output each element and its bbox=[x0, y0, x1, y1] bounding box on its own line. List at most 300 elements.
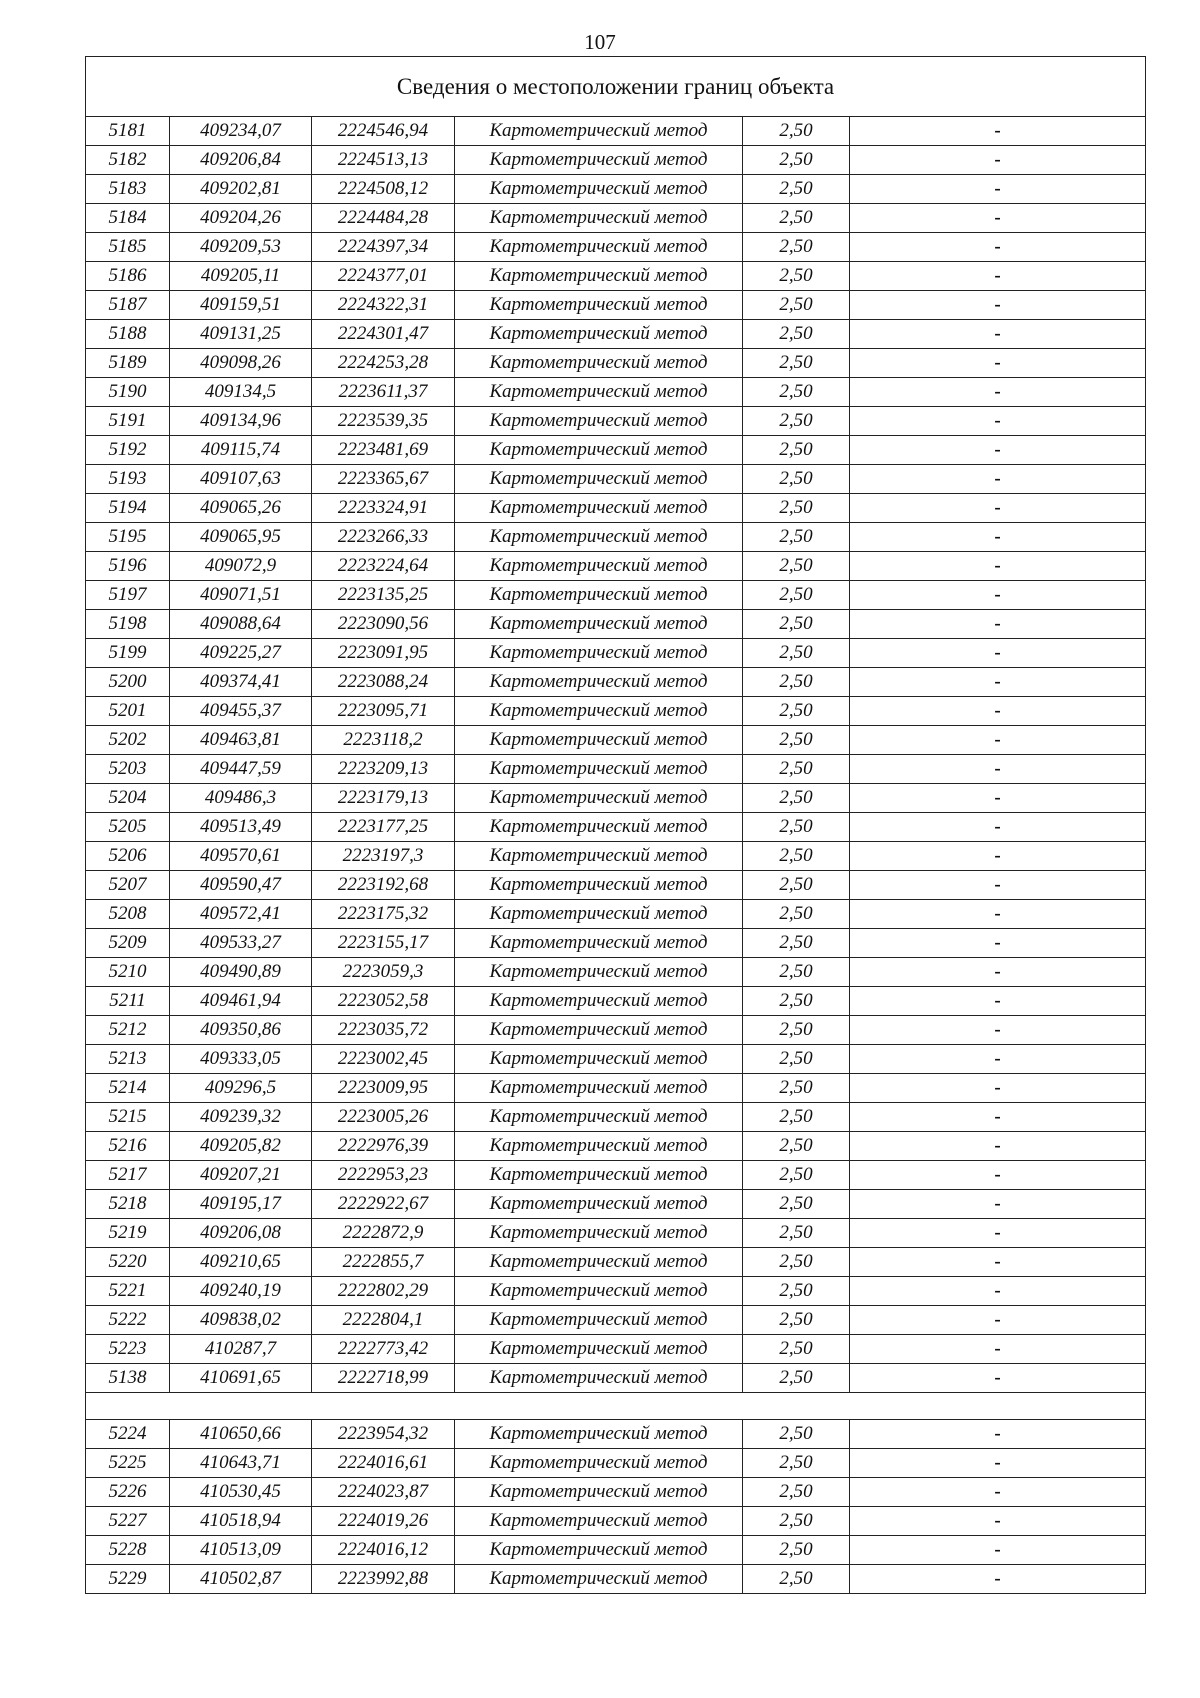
description-cell: - bbox=[850, 378, 1146, 407]
table-row bbox=[86, 1449, 1146, 1478]
table-row bbox=[86, 523, 1146, 552]
table-row bbox=[86, 1132, 1146, 1161]
point-number-cell: 5214 bbox=[86, 1074, 170, 1103]
y-coordinate-cell: 2222802,29 bbox=[312, 1277, 455, 1306]
table-separator-row bbox=[86, 1393, 1146, 1420]
table-row bbox=[86, 842, 1146, 871]
y-coordinate-cell: 2223192,68 bbox=[312, 871, 455, 900]
point-number-cell: 5217 bbox=[86, 1161, 170, 1190]
description-cell: - bbox=[850, 349, 1146, 378]
method-cell: Картометрический метод bbox=[455, 1335, 743, 1364]
table-row bbox=[86, 1190, 1146, 1219]
y-coordinate-cell: 2224546,94 bbox=[312, 117, 455, 146]
description-cell: - bbox=[850, 813, 1146, 842]
description-cell: - bbox=[850, 1507, 1146, 1536]
boundary-coordinates-table bbox=[85, 56, 1146, 1594]
point-number-cell: 5185 bbox=[86, 233, 170, 262]
table-row bbox=[86, 320, 1146, 349]
table-row bbox=[86, 349, 1146, 378]
x-coordinate-cell: 409202,81 bbox=[170, 175, 312, 204]
accuracy-cell: 2,50 bbox=[743, 552, 850, 581]
description-cell: - bbox=[850, 1161, 1146, 1190]
table-row bbox=[86, 668, 1146, 697]
y-coordinate-cell: 2223481,69 bbox=[312, 436, 455, 465]
accuracy-cell: 2,50 bbox=[743, 291, 850, 320]
method-cell: Картометрический метод bbox=[455, 987, 743, 1016]
description-cell: - bbox=[850, 1364, 1146, 1393]
accuracy-cell: 2,50 bbox=[743, 900, 850, 929]
accuracy-cell: 2,50 bbox=[743, 378, 850, 407]
description-cell: - bbox=[850, 436, 1146, 465]
description-cell: - bbox=[850, 1016, 1146, 1045]
point-number-cell: 5210 bbox=[86, 958, 170, 987]
point-number-cell: 5186 bbox=[86, 262, 170, 291]
y-coordinate-cell: 2222804,1 bbox=[312, 1306, 455, 1335]
y-coordinate-cell: 2223539,35 bbox=[312, 407, 455, 436]
description-cell: - bbox=[850, 407, 1146, 436]
x-coordinate-cell: 409234,07 bbox=[170, 117, 312, 146]
point-number-cell: 5192 bbox=[86, 436, 170, 465]
accuracy-cell: 2,50 bbox=[743, 407, 850, 436]
y-coordinate-cell: 2223992,88 bbox=[312, 1565, 455, 1594]
accuracy-cell: 2,50 bbox=[743, 1507, 850, 1536]
x-coordinate-cell: 409207,21 bbox=[170, 1161, 312, 1190]
accuracy-cell: 2,50 bbox=[743, 1103, 850, 1132]
y-coordinate-cell: 2223009,95 bbox=[312, 1074, 455, 1103]
y-coordinate-cell: 2222855,7 bbox=[312, 1248, 455, 1277]
table-row bbox=[86, 1364, 1146, 1393]
x-coordinate-cell: 409240,19 bbox=[170, 1277, 312, 1306]
x-coordinate-cell: 409195,17 bbox=[170, 1190, 312, 1219]
point-number-cell: 5212 bbox=[86, 1016, 170, 1045]
table-row bbox=[86, 639, 1146, 668]
y-coordinate-cell: 2224484,28 bbox=[312, 204, 455, 233]
table-row bbox=[86, 1045, 1146, 1074]
point-number-cell: 5182 bbox=[86, 146, 170, 175]
method-cell: Картометрический метод bbox=[455, 1507, 743, 1536]
method-cell: Картометрический метод bbox=[455, 1074, 743, 1103]
method-cell: Картометрический метод bbox=[455, 1565, 743, 1594]
y-coordinate-cell: 2223224,64 bbox=[312, 552, 455, 581]
x-coordinate-cell: 409838,02 bbox=[170, 1306, 312, 1335]
x-coordinate-cell: 410502,87 bbox=[170, 1565, 312, 1594]
accuracy-cell: 2,50 bbox=[743, 871, 850, 900]
x-coordinate-cell: 409490,89 bbox=[170, 958, 312, 987]
method-cell: Картометрический метод bbox=[455, 1364, 743, 1393]
table-row bbox=[86, 407, 1146, 436]
accuracy-cell: 2,50 bbox=[743, 349, 850, 378]
accuracy-cell: 2,50 bbox=[743, 668, 850, 697]
table-row bbox=[86, 1016, 1146, 1045]
accuracy-cell: 2,50 bbox=[743, 581, 850, 610]
y-coordinate-cell: 2223197,3 bbox=[312, 842, 455, 871]
description-cell: - bbox=[850, 726, 1146, 755]
x-coordinate-cell: 409374,41 bbox=[170, 668, 312, 697]
point-number-cell: 5202 bbox=[86, 726, 170, 755]
method-cell: Картометрический метод bbox=[455, 581, 743, 610]
description-cell: - bbox=[850, 233, 1146, 262]
method-cell: Картометрический метод bbox=[455, 1190, 743, 1219]
table-row bbox=[86, 117, 1146, 146]
description-cell: - bbox=[850, 262, 1146, 291]
accuracy-cell: 2,50 bbox=[743, 697, 850, 726]
x-coordinate-cell: 409107,63 bbox=[170, 465, 312, 494]
method-cell: Картометрический метод bbox=[455, 175, 743, 204]
table-row bbox=[86, 726, 1146, 755]
accuracy-cell: 2,50 bbox=[743, 1132, 850, 1161]
method-cell: Картометрический метод bbox=[455, 755, 743, 784]
x-coordinate-cell: 409225,27 bbox=[170, 639, 312, 668]
method-cell: Картометрический метод bbox=[455, 871, 743, 900]
table-row bbox=[86, 291, 1146, 320]
method-cell: Картометрический метод bbox=[455, 494, 743, 523]
table-row bbox=[86, 175, 1146, 204]
x-coordinate-cell: 409134,5 bbox=[170, 378, 312, 407]
method-cell: Картометрический метод bbox=[455, 1132, 743, 1161]
description-cell: - bbox=[850, 958, 1146, 987]
accuracy-cell: 2,50 bbox=[743, 1565, 850, 1594]
point-number-cell: 5225 bbox=[86, 1449, 170, 1478]
table-row bbox=[86, 1219, 1146, 1248]
accuracy-cell: 2,50 bbox=[743, 784, 850, 813]
method-cell: Картометрический метод bbox=[455, 929, 743, 958]
table-row bbox=[86, 1306, 1146, 1335]
y-coordinate-cell: 2223209,13 bbox=[312, 755, 455, 784]
x-coordinate-cell: 409333,05 bbox=[170, 1045, 312, 1074]
table-row bbox=[86, 465, 1146, 494]
y-coordinate-cell: 2223365,67 bbox=[312, 465, 455, 494]
x-coordinate-cell: 409065,95 bbox=[170, 523, 312, 552]
x-coordinate-cell: 410513,09 bbox=[170, 1536, 312, 1565]
method-cell: Картометрический метод bbox=[455, 784, 743, 813]
y-coordinate-cell: 2223091,95 bbox=[312, 639, 455, 668]
x-coordinate-cell: 409461,94 bbox=[170, 987, 312, 1016]
x-coordinate-cell: 409071,51 bbox=[170, 581, 312, 610]
point-number-cell: 5194 bbox=[86, 494, 170, 523]
x-coordinate-cell: 409115,74 bbox=[170, 436, 312, 465]
description-cell: - bbox=[850, 581, 1146, 610]
y-coordinate-cell: 2223090,56 bbox=[312, 610, 455, 639]
description-cell: - bbox=[850, 900, 1146, 929]
y-coordinate-cell: 2223179,13 bbox=[312, 784, 455, 813]
y-coordinate-cell: 2224016,61 bbox=[312, 1449, 455, 1478]
description-cell: - bbox=[850, 1536, 1146, 1565]
table-row bbox=[86, 755, 1146, 784]
point-number-cell: 5219 bbox=[86, 1219, 170, 1248]
table-row bbox=[86, 784, 1146, 813]
y-coordinate-cell: 2223035,72 bbox=[312, 1016, 455, 1045]
point-number-cell: 5197 bbox=[86, 581, 170, 610]
accuracy-cell: 2,50 bbox=[743, 929, 850, 958]
accuracy-cell: 2,50 bbox=[743, 1478, 850, 1507]
description-cell: - bbox=[850, 842, 1146, 871]
description-cell: - bbox=[850, 291, 1146, 320]
method-cell: Картометрический метод bbox=[455, 378, 743, 407]
table-row bbox=[86, 494, 1146, 523]
point-number-cell: 5215 bbox=[86, 1103, 170, 1132]
point-number-cell: 5181 bbox=[86, 117, 170, 146]
x-coordinate-cell: 409447,59 bbox=[170, 755, 312, 784]
description-cell: - bbox=[850, 1478, 1146, 1507]
description-cell: - bbox=[850, 639, 1146, 668]
x-coordinate-cell: 409590,47 bbox=[170, 871, 312, 900]
table-row bbox=[86, 204, 1146, 233]
description-cell: - bbox=[850, 117, 1146, 146]
accuracy-cell: 2,50 bbox=[743, 1016, 850, 1045]
description-cell: - bbox=[850, 1190, 1146, 1219]
x-coordinate-cell: 410518,94 bbox=[170, 1507, 312, 1536]
description-cell: - bbox=[850, 204, 1146, 233]
point-number-cell: 5216 bbox=[86, 1132, 170, 1161]
accuracy-cell: 2,50 bbox=[743, 639, 850, 668]
y-coordinate-cell: 2223118,2 bbox=[312, 726, 455, 755]
table-row bbox=[86, 610, 1146, 639]
x-coordinate-cell: 409134,96 bbox=[170, 407, 312, 436]
accuracy-cell: 2,50 bbox=[743, 842, 850, 871]
y-coordinate-cell: 2223155,17 bbox=[312, 929, 455, 958]
x-coordinate-cell: 409206,08 bbox=[170, 1219, 312, 1248]
accuracy-cell: 2,50 bbox=[743, 1420, 850, 1449]
description-cell: - bbox=[850, 871, 1146, 900]
x-coordinate-cell: 410650,66 bbox=[170, 1420, 312, 1449]
table-title: Сведения о местоположении границ объекта bbox=[86, 57, 1146, 117]
point-number-cell: 5220 bbox=[86, 1248, 170, 1277]
point-number-cell: 5200 bbox=[86, 668, 170, 697]
x-coordinate-cell: 409513,49 bbox=[170, 813, 312, 842]
table-row bbox=[86, 1277, 1146, 1306]
point-number-cell: 5190 bbox=[86, 378, 170, 407]
table-row bbox=[86, 581, 1146, 610]
method-cell: Картометрический метод bbox=[455, 1248, 743, 1277]
y-coordinate-cell: 2223052,58 bbox=[312, 987, 455, 1016]
point-number-cell: 5199 bbox=[86, 639, 170, 668]
table-row bbox=[86, 146, 1146, 175]
point-number-cell: 5224 bbox=[86, 1420, 170, 1449]
description-cell: - bbox=[850, 755, 1146, 784]
y-coordinate-cell: 2224016,12 bbox=[312, 1536, 455, 1565]
point-number-cell: 5189 bbox=[86, 349, 170, 378]
method-cell: Картометрический метод bbox=[455, 697, 743, 726]
point-number-cell: 5211 bbox=[86, 987, 170, 1016]
table-row bbox=[86, 378, 1146, 407]
y-coordinate-cell: 2223135,25 bbox=[312, 581, 455, 610]
x-coordinate-cell: 409572,41 bbox=[170, 900, 312, 929]
accuracy-cell: 2,50 bbox=[743, 233, 850, 262]
x-coordinate-cell: 409210,65 bbox=[170, 1248, 312, 1277]
description-cell: - bbox=[850, 1565, 1146, 1594]
y-coordinate-cell: 2223059,3 bbox=[312, 958, 455, 987]
y-coordinate-cell: 2224513,13 bbox=[312, 146, 455, 175]
accuracy-cell: 2,50 bbox=[743, 146, 850, 175]
accuracy-cell: 2,50 bbox=[743, 1277, 850, 1306]
accuracy-cell: 2,50 bbox=[743, 1045, 850, 1074]
accuracy-cell: 2,50 bbox=[743, 813, 850, 842]
separator-cell bbox=[86, 1393, 1146, 1420]
accuracy-cell: 2,50 bbox=[743, 262, 850, 291]
method-cell: Картометрический метод bbox=[455, 842, 743, 871]
x-coordinate-cell: 409296,5 bbox=[170, 1074, 312, 1103]
method-cell: Картометрический метод bbox=[455, 1045, 743, 1074]
y-coordinate-cell: 2222718,99 bbox=[312, 1364, 455, 1393]
point-number-cell: 5223 bbox=[86, 1335, 170, 1364]
description-cell: - bbox=[850, 465, 1146, 494]
y-coordinate-cell: 2224377,01 bbox=[312, 262, 455, 291]
accuracy-cell: 2,50 bbox=[743, 987, 850, 1016]
table-row bbox=[86, 436, 1146, 465]
table-row bbox=[86, 1161, 1146, 1190]
point-number-cell: 5209 bbox=[86, 929, 170, 958]
method-cell: Картометрический метод bbox=[455, 1219, 743, 1248]
method-cell: Картометрический метод bbox=[455, 813, 743, 842]
y-coordinate-cell: 2223095,71 bbox=[312, 697, 455, 726]
x-coordinate-cell: 409206,84 bbox=[170, 146, 312, 175]
accuracy-cell: 2,50 bbox=[743, 1161, 850, 1190]
method-cell: Картометрический метод bbox=[455, 1103, 743, 1132]
description-cell: - bbox=[850, 1277, 1146, 1306]
description-cell: - bbox=[850, 320, 1146, 349]
table-row bbox=[86, 697, 1146, 726]
accuracy-cell: 2,50 bbox=[743, 1449, 850, 1478]
y-coordinate-cell: 2222953,23 bbox=[312, 1161, 455, 1190]
method-cell: Картометрический метод bbox=[455, 1016, 743, 1045]
x-coordinate-cell: 409486,3 bbox=[170, 784, 312, 813]
y-coordinate-cell: 2222922,67 bbox=[312, 1190, 455, 1219]
accuracy-cell: 2,50 bbox=[743, 726, 850, 755]
description-cell: - bbox=[850, 697, 1146, 726]
x-coordinate-cell: 410287,7 bbox=[170, 1335, 312, 1364]
y-coordinate-cell: 2224322,31 bbox=[312, 291, 455, 320]
y-coordinate-cell: 2222872,9 bbox=[312, 1219, 455, 1248]
table-row bbox=[86, 1536, 1146, 1565]
y-coordinate-cell: 2223005,26 bbox=[312, 1103, 455, 1132]
description-cell: - bbox=[850, 1449, 1146, 1478]
y-coordinate-cell: 2223954,32 bbox=[312, 1420, 455, 1449]
x-coordinate-cell: 409072,9 bbox=[170, 552, 312, 581]
point-number-cell: 5207 bbox=[86, 871, 170, 900]
point-number-cell: 5196 bbox=[86, 552, 170, 581]
accuracy-cell: 2,50 bbox=[743, 1219, 850, 1248]
method-cell: Картометрический метод bbox=[455, 204, 743, 233]
method-cell: Картометрический метод bbox=[455, 262, 743, 291]
method-cell: Картометрический метод bbox=[455, 1536, 743, 1565]
table-row bbox=[86, 552, 1146, 581]
method-cell: Картометрический метод bbox=[455, 900, 743, 929]
accuracy-cell: 2,50 bbox=[743, 1074, 850, 1103]
y-coordinate-cell: 2224019,26 bbox=[312, 1507, 455, 1536]
y-coordinate-cell: 2224301,47 bbox=[312, 320, 455, 349]
description-cell: - bbox=[850, 1335, 1146, 1364]
method-cell: Картометрический метод bbox=[455, 523, 743, 552]
description-cell: - bbox=[850, 494, 1146, 523]
x-coordinate-cell: 409350,86 bbox=[170, 1016, 312, 1045]
description-cell: - bbox=[850, 523, 1146, 552]
description-cell: - bbox=[850, 1420, 1146, 1449]
method-cell: Картометрический метод bbox=[455, 1420, 743, 1449]
x-coordinate-cell: 409463,81 bbox=[170, 726, 312, 755]
description-cell: - bbox=[850, 1074, 1146, 1103]
x-coordinate-cell: 409204,26 bbox=[170, 204, 312, 233]
description-cell: - bbox=[850, 1103, 1146, 1132]
accuracy-cell: 2,50 bbox=[743, 204, 850, 233]
table-row bbox=[86, 1103, 1146, 1132]
point-number-cell: 5213 bbox=[86, 1045, 170, 1074]
table-row bbox=[86, 1074, 1146, 1103]
method-cell: Картометрический метод bbox=[455, 1161, 743, 1190]
accuracy-cell: 2,50 bbox=[743, 1248, 850, 1277]
method-cell: Картометрический метод bbox=[455, 436, 743, 465]
y-coordinate-cell: 2223088,24 bbox=[312, 668, 455, 697]
x-coordinate-cell: 409570,61 bbox=[170, 842, 312, 871]
accuracy-cell: 2,50 bbox=[743, 755, 850, 784]
description-cell: - bbox=[850, 987, 1146, 1016]
description-cell: - bbox=[850, 146, 1146, 175]
x-coordinate-cell: 410691,65 bbox=[170, 1364, 312, 1393]
point-number-cell: 5193 bbox=[86, 465, 170, 494]
x-coordinate-cell: 409209,53 bbox=[170, 233, 312, 262]
description-cell: - bbox=[850, 929, 1146, 958]
point-number-cell: 5228 bbox=[86, 1536, 170, 1565]
y-coordinate-cell: 2222773,42 bbox=[312, 1335, 455, 1364]
description-cell: - bbox=[850, 1045, 1146, 1074]
method-cell: Картометрический метод bbox=[455, 349, 743, 378]
description-cell: - bbox=[850, 175, 1146, 204]
point-number-cell: 5188 bbox=[86, 320, 170, 349]
table-row bbox=[86, 871, 1146, 900]
y-coordinate-cell: 2223611,37 bbox=[312, 378, 455, 407]
x-coordinate-cell: 409098,26 bbox=[170, 349, 312, 378]
table-row bbox=[86, 958, 1146, 987]
method-cell: Картометрический метод bbox=[455, 117, 743, 146]
x-coordinate-cell: 409239,32 bbox=[170, 1103, 312, 1132]
method-cell: Картометрический метод bbox=[455, 958, 743, 987]
accuracy-cell: 2,50 bbox=[743, 117, 850, 146]
table-row bbox=[86, 1507, 1146, 1536]
method-cell: Картометрический метод bbox=[455, 291, 743, 320]
accuracy-cell: 2,50 bbox=[743, 1364, 850, 1393]
method-cell: Картометрический метод bbox=[455, 1449, 743, 1478]
point-number-cell: 5226 bbox=[86, 1478, 170, 1507]
x-coordinate-cell: 410530,45 bbox=[170, 1478, 312, 1507]
x-coordinate-cell: 409159,51 bbox=[170, 291, 312, 320]
method-cell: Картометрический метод bbox=[455, 610, 743, 639]
method-cell: Картометрический метод bbox=[455, 320, 743, 349]
method-cell: Картометрический метод bbox=[455, 1306, 743, 1335]
accuracy-cell: 2,50 bbox=[743, 610, 850, 639]
x-coordinate-cell: 409205,82 bbox=[170, 1132, 312, 1161]
table-row bbox=[86, 1335, 1146, 1364]
x-coordinate-cell: 410643,71 bbox=[170, 1449, 312, 1478]
point-number-cell: 5183 bbox=[86, 175, 170, 204]
y-coordinate-cell: 2222976,39 bbox=[312, 1132, 455, 1161]
point-number-cell: 5195 bbox=[86, 523, 170, 552]
method-cell: Картометрический метод bbox=[455, 407, 743, 436]
y-coordinate-cell: 2223177,25 bbox=[312, 813, 455, 842]
point-number-cell: 5221 bbox=[86, 1277, 170, 1306]
y-coordinate-cell: 2223266,33 bbox=[312, 523, 455, 552]
point-number-cell: 5201 bbox=[86, 697, 170, 726]
point-number-cell: 5187 bbox=[86, 291, 170, 320]
accuracy-cell: 2,50 bbox=[743, 175, 850, 204]
method-cell: Картометрический метод bbox=[455, 233, 743, 262]
description-cell: - bbox=[850, 668, 1146, 697]
point-number-cell: 5204 bbox=[86, 784, 170, 813]
accuracy-cell: 2,50 bbox=[743, 523, 850, 552]
y-coordinate-cell: 2224397,34 bbox=[312, 233, 455, 262]
x-coordinate-cell: 409455,37 bbox=[170, 697, 312, 726]
point-number-cell: 5184 bbox=[86, 204, 170, 233]
accuracy-cell: 2,50 bbox=[743, 1335, 850, 1364]
point-number-cell: 5208 bbox=[86, 900, 170, 929]
